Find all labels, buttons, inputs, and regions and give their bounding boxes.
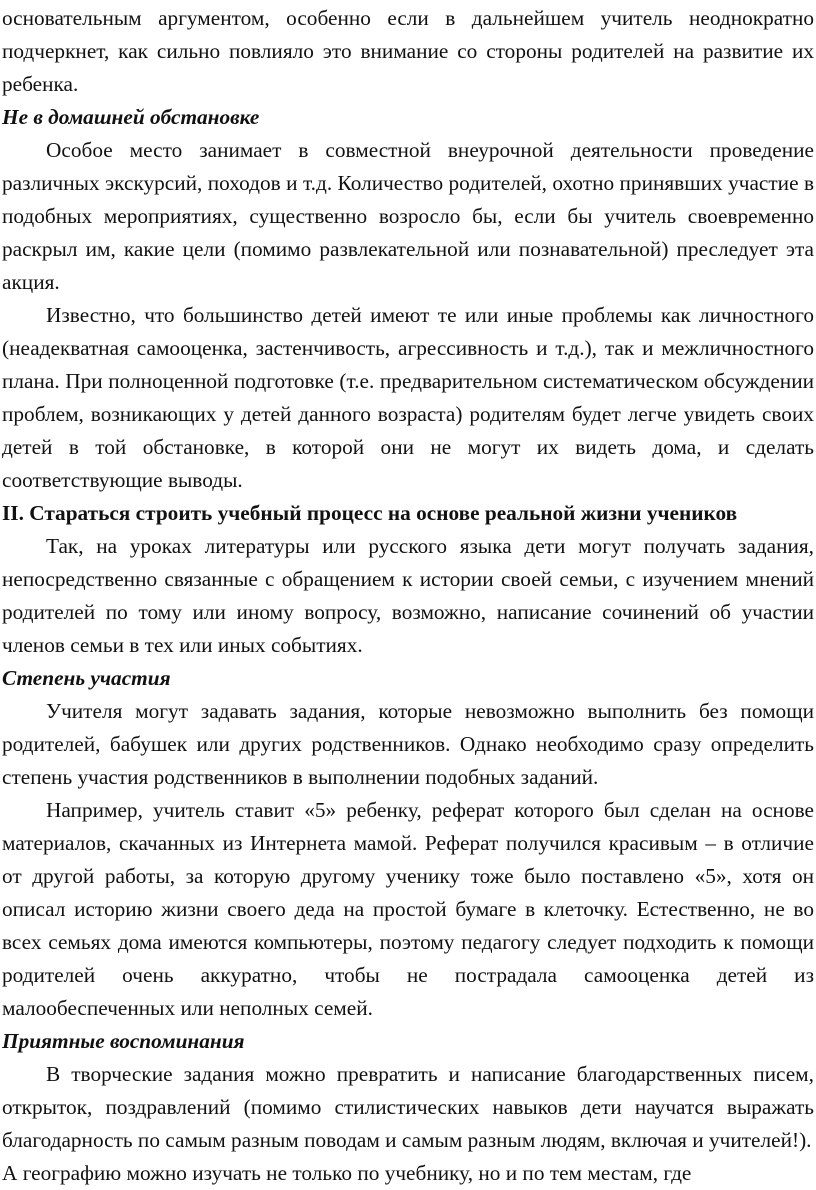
subheading-degree-of-participation: Степень участия bbox=[2, 666, 171, 690]
paragraph-geography: А географию можно изучать не только по учебнику, но и по тем местам, где bbox=[2, 1161, 692, 1185]
paragraph-example: Например, учитель ставит «5» ребенку, реферат которого был сделан на основе материалов, скачанных из Интернета мамой. Реферат получился красивым – в отличие от другой работы, за которую другому ученику тоже было поставлено «5», хотя он описал историю жизни своего деда на простой бумаге в клеточку. Естественно, не во всех семьях дома имеются компьютеры, поэтому педагогу следует подходить к помощи родителей очень аккуратно, чтобы не пострадала самооценка детей из малообеспеченных или неполных семей. bbox=[2, 798, 814, 1020]
paragraph-excursions: Особое место занимает в совместной внеурочной деятельности проведение различных экскурсий, походов и т.д. Количество родителей, охотно принявших участие в подобных мероприятиях, существенно возросло бы, если бы учитель своевременно раскрыл им, какие цели (помимо развлекательной или познавательной) преследует эта акция. bbox=[2, 138, 814, 294]
paragraph-problems: Известно, что большинство детей имеют те или иные проблемы как личностного (неадекватная самооценка, застенчивость, агрессивность и т.д.), так и межличностного плана. При полноценной подготовке (т.е. предварительном систематическом обсуждении проблем, возникающих у детей данного возраста) родителям будет легче увидеть своих детей в той обстановке, в которой они не могут их видеть дома, и сделать соответствующие выводы. bbox=[2, 303, 814, 492]
paragraph-creative-tasks: В творческие задания можно превратить и написание благодарственных писем, открыток, поздравлений (помимо стилистических навыков дети научатся выражать благодарность по самым разным поводам и самым разным людям, включая и учителей!). bbox=[2, 1062, 814, 1152]
document-page bbox=[0, 2, 816, 1190]
paragraph-tasks: Учителя могут задавать задания, которые невозможно выполнить без помощи родителей, бабушек или других родственников. Однако необходимо сразу определить степень участия родственников в выполнении подобных заданий. bbox=[2, 699, 814, 789]
section-heading-2: II. Стараться строить учебный процесс на основе реальной жизни учеников bbox=[2, 501, 738, 525]
paragraph-continuation: основательным аргументом, особенно если в дальнейшем учитель неоднократно подчеркнет, как сильно повлияло это внимание со стороны родителей на развитие их ребенка. bbox=[2, 6, 814, 96]
subheading-outside-home: Не в домашней обстановке bbox=[2, 105, 260, 129]
paragraph-lessons: Так, на уроках литературы или русского языка дети могут получать задания, непосредственно связанные с обращением к истории своей семьи, с изучением мнений родителей по тому или иному вопросу, возможно, написание сочинений об участии членов семьи в тех или иных событиях. bbox=[2, 534, 814, 657]
subheading-pleasant-memories: Приятные воспоминания bbox=[2, 1029, 245, 1053]
